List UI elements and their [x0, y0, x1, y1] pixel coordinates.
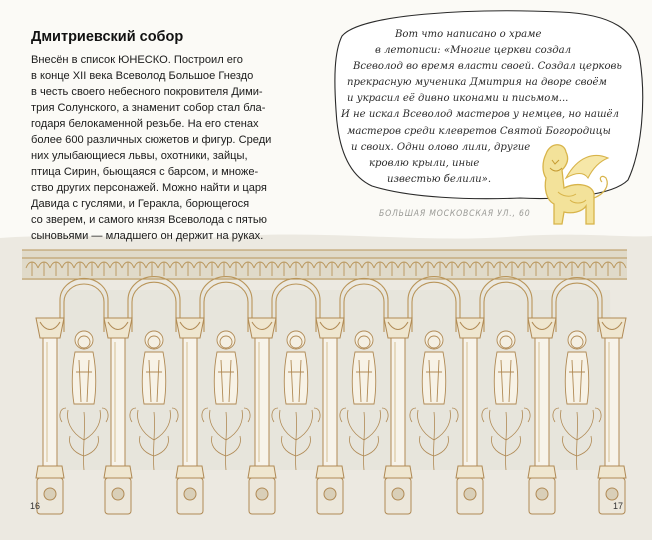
article-body	[31, 52, 331, 244]
saint-figure	[565, 331, 589, 404]
quote-line: Вот что написано о храме	[395, 29, 542, 40]
saint-figure	[494, 331, 518, 404]
quote-line: и своих. Одни олово лили, другие	[351, 141, 531, 153]
quote-line: прекрасную мученика Дмитрия на дворе своём	[347, 77, 607, 89]
chronicle-quote	[341, 27, 631, 188]
body-line: птица Сирин, бьющаяся с барсом, и множе-	[31, 166, 259, 178]
saint-figure	[142, 331, 166, 404]
saint-figure	[72, 331, 96, 404]
body-line: трия Солунского, а знаменит собор стал бла-	[31, 102, 266, 114]
article-title: Дмитриевский собор	[31, 29, 184, 45]
body-line: Внесён в список ЮНЕСКО. Построил его	[31, 54, 243, 66]
body-line: в конце XII века Всеволод Большое Гнездо	[31, 70, 254, 82]
body-line: более 600 различных сюжетов и фигур. Среди	[31, 134, 272, 146]
saint-figure	[214, 331, 238, 404]
saint-figure	[352, 331, 376, 404]
body-line: них улыбающиеся львы, охотники, зайцы,	[31, 150, 248, 162]
body-line: сыновьями — младшего он держит на руках.	[31, 230, 264, 242]
quote-line: в летописи: «Многие церкви создал	[375, 45, 572, 57]
quote-line: кровлю крыли, иные	[369, 157, 480, 169]
page-number-right: 17	[613, 501, 624, 511]
quote-line: Всеволод во время власти своей. Создал церковь	[353, 61, 622, 73]
body-line: со зверем, и самого князя Всеволода с пятью	[31, 214, 267, 226]
quote-line: мастеров среди клевретов Святой Богородицы	[347, 125, 611, 137]
quote-line: И не искал Всеволод мастеров у немцев, но нашёл	[341, 109, 619, 121]
saint-figure	[422, 331, 446, 404]
quote-line: и украсил её дивно иконами и письмом...	[347, 93, 569, 105]
body-line: Давида с гуслями, и Геракла, борющегося	[31, 198, 250, 210]
body-line: годаря белокаменной резьбе. На его стенах	[31, 118, 259, 130]
body-line: в честь своего небесного покровителя Дими-	[31, 86, 263, 98]
address-caption: БОЛЬШАЯ МОСКОВСКАЯ УЛ., 60	[379, 209, 531, 219]
saint-figure	[284, 331, 308, 404]
quote-line: известью белили».	[387, 173, 492, 185]
page-number-left: 16	[30, 501, 41, 511]
body-line: ство других персонажей. Можно найти и царя	[31, 182, 267, 194]
